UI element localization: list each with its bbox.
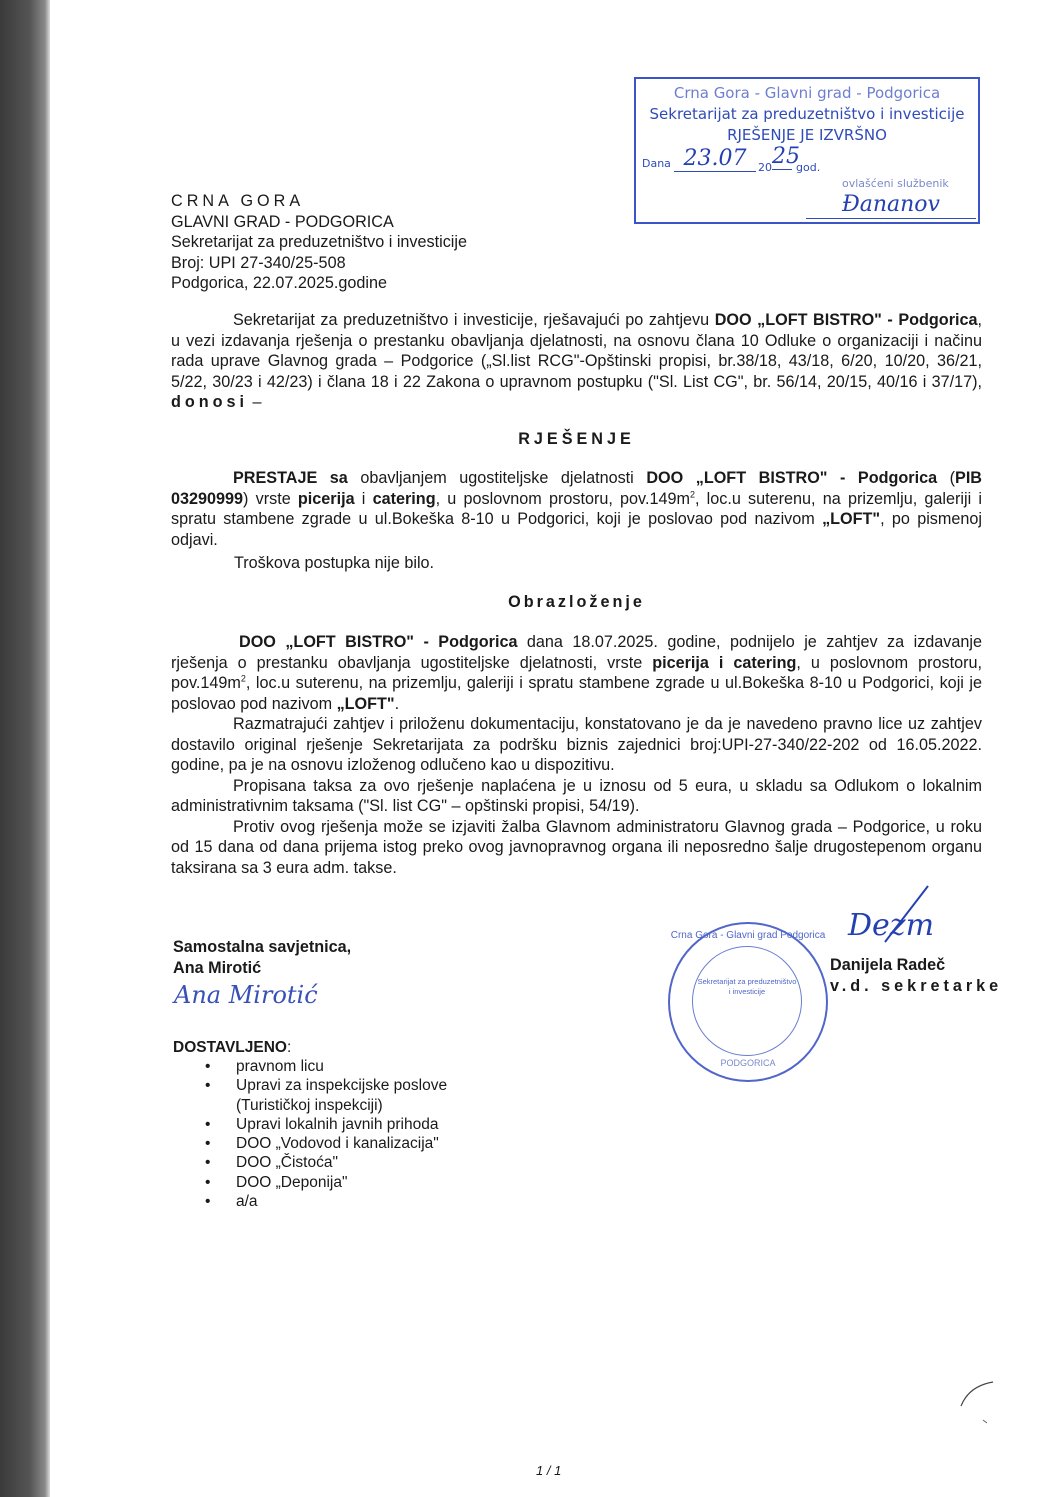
header-country: CRNA GORA — [171, 192, 305, 210]
enforceability-stamp — [634, 77, 980, 224]
delivered-item: • DOO „Deponija" — [173, 1173, 473, 1192]
signer-right — [830, 955, 1002, 996]
stamp-year-prefix: 20 — [758, 161, 772, 174]
reasoning-title-wrap — [171, 592, 982, 613]
scan-edge — [0, 0, 50, 1497]
decision-text: PRESTAJE sa — [233, 469, 348, 487]
signer-right-title: v.d. sekretarke — [830, 976, 1003, 995]
seal-outer-text: Crna Gora - Glavni grad Podgorica — [670, 930, 826, 941]
signer-right-name: Danijela Radeč — [830, 956, 946, 974]
reasoning-paragraph-1 — [171, 632, 982, 714]
seal-inner-text: Sekretarijat za preduzetništvo i investicije — [697, 977, 797, 996]
decision-text: , u poslovnom prostoru, pov.149m — [435, 489, 690, 508]
stamp-official-label: ovlašćeni službenik — [842, 177, 949, 190]
stamp-year-value: 25 — [772, 144, 800, 169]
delivered-item: • DOO „Vodovod i kanalizacija" — [173, 1134, 473, 1153]
delivered-item: • DOO „Čistoća" — [173, 1153, 473, 1172]
signature-stroke — [880, 884, 930, 944]
decision-activity: picerija — [297, 489, 355, 508]
delivered-title: DOSTAVLJENO — [173, 1039, 287, 1056]
signer-left-name: Ana Mirotić — [173, 958, 262, 977]
reasoning-company: DOO „LOFT BISTRO" - Podgorica — [239, 633, 518, 651]
pen-mark — [955, 1378, 1000, 1428]
round-seal — [668, 922, 828, 1082]
intro-donosi: donosi — [171, 393, 249, 411]
reasoning-section — [171, 632, 982, 878]
header-date: Podgorica, 22.07.2025.godine — [171, 274, 388, 292]
delivered-colon: : — [286, 1039, 292, 1056]
reasoning-paragraph-2: Razmatrajući zahtjev i priloženu dokumentaciju, konstatovano je da je navedeno pravno lice uz zahtjev dostavilo original rješenje Sekretarijata za podršku biznis zajednici broj:UPI-27-340/22-202 od 16.05.2022. godine, pa je na osnovu izloženog odlučeno kao u dispozitivu. — [171, 715, 982, 774]
seal-bottom-text: PODGORICA — [720, 1058, 776, 1068]
intro-company: DOO „LOFT BISTRO" - Podgorica — [714, 311, 978, 329]
stamp-signature: Đananov — [806, 192, 976, 219]
signer-right-signature: Dezm — [848, 908, 935, 943]
stamp-line-2: Sekretarijat za preduzetništvo i investicije — [649, 105, 965, 123]
intro-dash: – — [248, 393, 262, 411]
reasoning-text: . — [394, 694, 400, 713]
decision-company: DOO „LOFT BISTRO" - Podgorica — [646, 469, 938, 487]
stamp-date-label: Dana — [642, 157, 671, 170]
decision-sup: 2 — [689, 489, 695, 500]
signer-left-title: Samostalna savjetnica, — [173, 938, 352, 956]
decision-title-wrap — [171, 429, 982, 450]
stamp-line-3: RJEŠENJE JE IZVRŠNO — [727, 126, 887, 144]
intro-text: Sekretarijat za preduzetništvo i investicije, rješavajući po zahtjevu — [233, 311, 715, 329]
delivered-section — [173, 1038, 473, 1211]
document-header — [171, 191, 467, 294]
stamp-year-suffix: god. — [796, 161, 821, 174]
reasoning-paragraph-4: Protiv ovog rješenja može se izjaviti žalba Glavnom administratoru Glavnog grada – Podgorice, u roku od 15 dana od dana prijema istog preko ovog javnopravnog organa ili neposredno šalje drugostepenom organu taksirana sa 3 eura adm. takse. — [171, 817, 982, 877]
decision-text: ( — [937, 469, 956, 487]
decision-text: ) vrste — [243, 489, 298, 508]
decision-text: , loc.u suterenu, na prizemlju, galeriji i spratu stambene zgrade u ul.Bokeška 8-10 u Podgorici, koji je poslovao pod nazivom — [171, 489, 982, 528]
delivered-item: • Upravi za inspekcijske poslove (Turističkoj inspekciji) — [173, 1076, 473, 1115]
delivered-item: • pravnom licu — [173, 1057, 473, 1076]
decision-name: „LOFT" — [822, 510, 881, 528]
delivered-list — [173, 1057, 473, 1211]
decision-text: obavljanjem ugostiteljske djelatnosti — [347, 469, 647, 487]
intro-legal-basis: , u vezi izdavanja rješenja o prestanku obavljanja djelatnosti, na osnovu člana 10 Odluke o organizaciji i načinu rada uprave Glavnog grada – Podgorice („Sl.list RCG"-Opštinski propisi, br.38/18, 43/18, 6/20, 10/20, 36/21, 5/22, 30/23 i 42/23) i člana 18 i 22 Zakona o upravnom postupku ("Sl. List CG", br. 56/14, 20/15, 40/16 i 37/17), — [171, 311, 982, 391]
stamp-line-1: Crna Gora - Glavni grad - Podgorica — [673, 84, 941, 102]
stamp-date-value: 23.07 — [674, 147, 756, 172]
reasoning-text: , u poslovnom prostoru, pov.149m — [171, 653, 983, 692]
reasoning-text: , loc.u suterenu, na prizemlju, galeriji i spratu stambene zgrade u ul.Bokeška 8-10 u Podgorici, koji je poslovao pod nazivom — [171, 674, 982, 713]
decision-pib: PIB 03290999 — [171, 469, 983, 508]
header-case-number: Broj: UPI 27-340/25-508 — [171, 253, 346, 272]
costs-line: Troškova postupka nije bilo. — [234, 554, 435, 572]
decision-activity: catering — [372, 489, 436, 508]
signer-left — [173, 937, 351, 978]
decision-title: RJEŠENJE — [518, 430, 635, 448]
seal-inner-ring — [692, 946, 802, 1056]
delivered-item: • a/a — [173, 1192, 473, 1211]
reasoning-title: Obrazloženje — [508, 593, 645, 611]
reasoning-text: dana 18.07.2025. godine, podnijelo je zahtjev za izdavanje rješenja o prestanku obavljanja ugostiteljske djelatnosti, vrste — [171, 633, 982, 672]
intro-paragraph — [171, 310, 982, 413]
reasoning-name: „LOFT" — [336, 694, 395, 713]
decision-paragraph — [171, 468, 982, 550]
reasoning-activity: picerija i catering — [652, 653, 797, 672]
decision-text: i — [354, 489, 373, 508]
reasoning-paragraph-3: Propisana taksa za ovo rješenje naplaćena je u iznosu od 5 eura, u skladu sa Odlukom o lokalnim administrativnim taksama ("Sl. list CG" – opštinski propisi, 54/19). — [171, 776, 982, 815]
decision-text: , po pismenoj odjavi. — [171, 510, 982, 549]
reasoning-sup: 2 — [240, 673, 246, 684]
header-city: GLAVNI GRAD - PODGORICA — [171, 212, 394, 231]
page-number: 1 / 1 — [536, 1463, 562, 1478]
header-department: Sekretarijat za preduzetništvo i investicije — [171, 233, 468, 251]
delivered-item: • Upravi lokalnih javnih prihoda — [173, 1115, 473, 1134]
signer-left-signature: Ana Mirotić — [174, 981, 318, 1009]
